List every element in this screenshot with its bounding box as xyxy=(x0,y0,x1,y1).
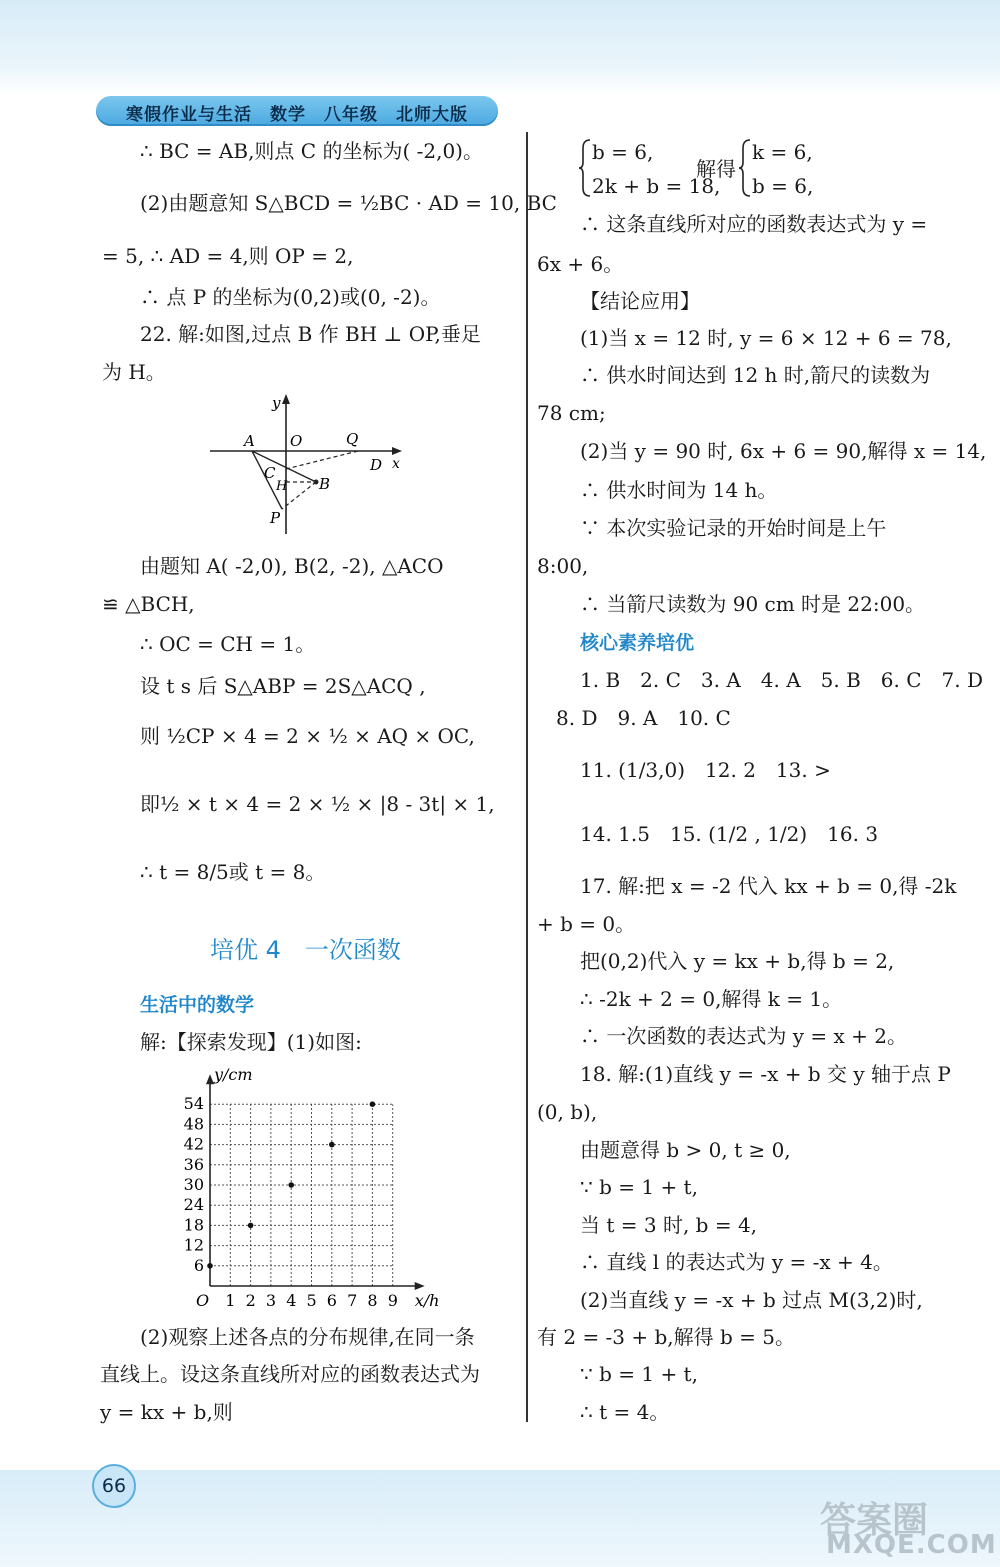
point-B xyxy=(314,480,319,485)
text-line: k = 6, xyxy=(752,140,813,164)
text-line: b = 6, xyxy=(752,174,814,198)
x-tick-label: 4 xyxy=(286,1291,297,1310)
watermark-logo: 答案圈 xyxy=(820,1500,929,1541)
text-line: 当 t = 3 时, b = 4, xyxy=(580,1213,758,1237)
text-line: ∴ BC = AB,则点 C 的坐标为( -2,0)。 xyxy=(140,139,483,163)
text-line: ∴ 这条直线所对应的函数表达式为 y = xyxy=(580,212,928,236)
y-tick-label: 36 xyxy=(183,1154,204,1174)
y-axis-label: y/cm xyxy=(214,1065,253,1085)
x-axis-arrow xyxy=(415,1282,425,1290)
running-header-title: 寒假作业与生活 数学 八年级 北师大版 xyxy=(126,105,468,125)
text-line: 22. 解:如图,过点 B 作 BH ⊥ OP,垂足 xyxy=(140,322,481,346)
text-line: (1)当 x = 12 时, y = 6 × 12 + 6 = 78, xyxy=(580,326,952,350)
text-line: (2)当直线 y = -x + b 过点 M(3,2)时, xyxy=(580,1288,923,1312)
text-line: 为 H。 xyxy=(102,360,166,384)
label-O: O xyxy=(290,432,303,450)
text-line: 14. 1.5 15. (1/2 , 1/2) 16. 3 xyxy=(580,822,879,846)
x-tick-label: 2 xyxy=(245,1291,256,1310)
text-line: 6x + 6。 xyxy=(537,252,624,276)
x-tick-label: 1 xyxy=(225,1291,236,1310)
subsection-title: 生活中的数学 xyxy=(140,994,255,1016)
text-line: ∴ t = 4。 xyxy=(580,1400,670,1424)
text-line: (0, b), xyxy=(537,1100,598,1124)
segment-CQ xyxy=(286,451,358,469)
text-line: 把(0,2)代入 y = kx + b,得 b = 2, xyxy=(580,949,895,973)
text-line: b = 6, xyxy=(592,140,654,164)
top-decor-band xyxy=(0,0,1000,95)
segment-AB xyxy=(252,451,316,482)
x-tick-label: 8 xyxy=(367,1291,378,1310)
y-tick-label: 48 xyxy=(183,1114,204,1134)
data-point xyxy=(370,1101,376,1107)
x-tick-label: 3 xyxy=(265,1291,277,1310)
y-tick-label: 42 xyxy=(183,1134,204,1154)
text-line: 1. B 2. C 3. A 4. A 5. B 6. C 7. D xyxy=(580,668,983,692)
text-line: 78 cm; xyxy=(537,401,606,425)
label-C: C xyxy=(264,464,276,482)
y-tick-label: 30 xyxy=(183,1175,204,1194)
figure-x-arrow xyxy=(392,447,402,455)
text-line: 由题意得 b > 0, t ≥ 0, xyxy=(580,1138,791,1162)
text-line: ∴ 当箭尺读数为 90 cm 时是 22:00。 xyxy=(580,592,926,616)
geometry-figure xyxy=(200,392,420,542)
text-line: 18. 解:(1)直线 y = -x + b 交 y 轴于点 P xyxy=(580,1062,951,1086)
text-line: (2)观察上述各点的分布规律,在同一条 xyxy=(140,1325,475,1349)
x-tick-label: 7 xyxy=(347,1291,358,1310)
label-H: H xyxy=(276,479,288,494)
figure-y-arrow xyxy=(282,394,290,404)
label-y: y xyxy=(272,394,281,412)
label-A: A xyxy=(244,432,255,450)
x-axis-label: x/h xyxy=(414,1291,440,1310)
origin-label: O xyxy=(196,1291,210,1310)
text-line: ∵ b = 1 + t, xyxy=(580,1362,698,1386)
text-line: (2)由题意知 S△BCD = ½BC · AD = 10, BC xyxy=(140,191,557,215)
label-Q: Q xyxy=(346,430,359,448)
text-line: 17. 解:把 x = -2 代入 kx + b = 0,得 -2k xyxy=(580,874,957,898)
text-line: ∴ 供水时间达到 12 h 时,箭尺的读数为 xyxy=(580,363,931,387)
data-point xyxy=(329,1142,335,1148)
text-line: 则 ½CP × 4 = 2 × ½ × AQ × OC, xyxy=(140,724,475,748)
x-tick-label: 6 xyxy=(326,1291,337,1310)
label-D: D xyxy=(370,456,383,474)
text-line: + b = 0。 xyxy=(537,912,636,936)
text-line: ∴ t = 8/5或 t = 8。 xyxy=(140,860,326,884)
right-brace xyxy=(738,138,752,198)
text-line: 由题知 A( -2,0), B(2, -2), △ACO xyxy=(140,554,444,578)
left-brace xyxy=(578,138,592,198)
text-line: 8. D 9. A 10. C xyxy=(556,706,731,730)
data-point xyxy=(248,1223,254,1229)
text-line: 11. (1/3,0) 12. 2 13. > xyxy=(580,758,831,782)
section-title: 培优 4 一次函数 xyxy=(210,936,401,964)
scatter-chart xyxy=(170,1062,440,1312)
text-line: 解得 xyxy=(696,157,736,181)
text-line: = 5, ∴ AD = 4,则 OP = 2, xyxy=(102,244,354,268)
text-line: 有 2 = -3 + b,解得 b = 5。 xyxy=(537,1325,796,1349)
text-line: ∴ -2k + 2 = 0,解得 k = 1。 xyxy=(580,987,843,1011)
data-point xyxy=(207,1263,213,1269)
text-line: 【结论应用】 xyxy=(580,289,700,313)
y-tick-label: 6 xyxy=(193,1255,204,1275)
label-B: B xyxy=(319,475,331,493)
label-x: x xyxy=(392,456,400,472)
text-line: ∴ 点 P 的坐标为(0,2)或(0, -2)。 xyxy=(140,285,441,309)
y-axis-arrow xyxy=(206,1074,214,1084)
text-line: ∴ 直线 l 的表达式为 y = -x + 4。 xyxy=(580,1250,893,1274)
watermark-url: MXQE.COM xyxy=(826,1530,997,1560)
data-point xyxy=(288,1182,294,1188)
text-line: ≌ △BCH, xyxy=(102,592,195,616)
text-line: 解:【探索发现】(1)如图: xyxy=(140,1030,362,1054)
text-line: ∴ 供水时间为 14 h。 xyxy=(580,478,778,502)
text-line: y = kx + b,则 xyxy=(100,1400,233,1424)
y-tick-label: 54 xyxy=(183,1094,204,1114)
label-P: P xyxy=(270,509,281,527)
text-line: 8:00, xyxy=(537,554,589,578)
text-line: 即½ × t × 4 = 2 × ½ × |8 - 3t| × 1, xyxy=(140,792,495,816)
text-line: ∴ OC = CH = 1。 xyxy=(140,632,316,656)
y-tick-label: 18 xyxy=(183,1215,204,1235)
text-line: 2k + b = 18, xyxy=(592,174,721,198)
text-line: (2)当 y = 90 时, 6x + 6 = 90,解得 x = 14, xyxy=(580,439,987,463)
text-line: ∴ 一次函数的表达式为 y = x + 2。 xyxy=(580,1024,907,1048)
y-tick-label: 12 xyxy=(183,1235,204,1255)
column-divider xyxy=(526,132,528,1422)
x-tick-label: 5 xyxy=(306,1291,317,1310)
x-tick-label: 9 xyxy=(387,1291,398,1310)
text-line: ∵ 本次实验记录的开始时间是上午 xyxy=(580,516,887,540)
text-line: 设 t s 后 S△ABP = 2S△ACQ , xyxy=(140,674,426,698)
text-line: 直线上。设这条直线所对应的函数表达式为 xyxy=(100,1362,480,1386)
y-tick-label: 24 xyxy=(183,1195,204,1215)
text-line: ∵ b = 1 + t, xyxy=(580,1175,698,1199)
subsection-title: 核心素养培优 xyxy=(580,632,695,654)
page-number: 66 xyxy=(92,1464,136,1508)
running-header xyxy=(96,96,498,126)
